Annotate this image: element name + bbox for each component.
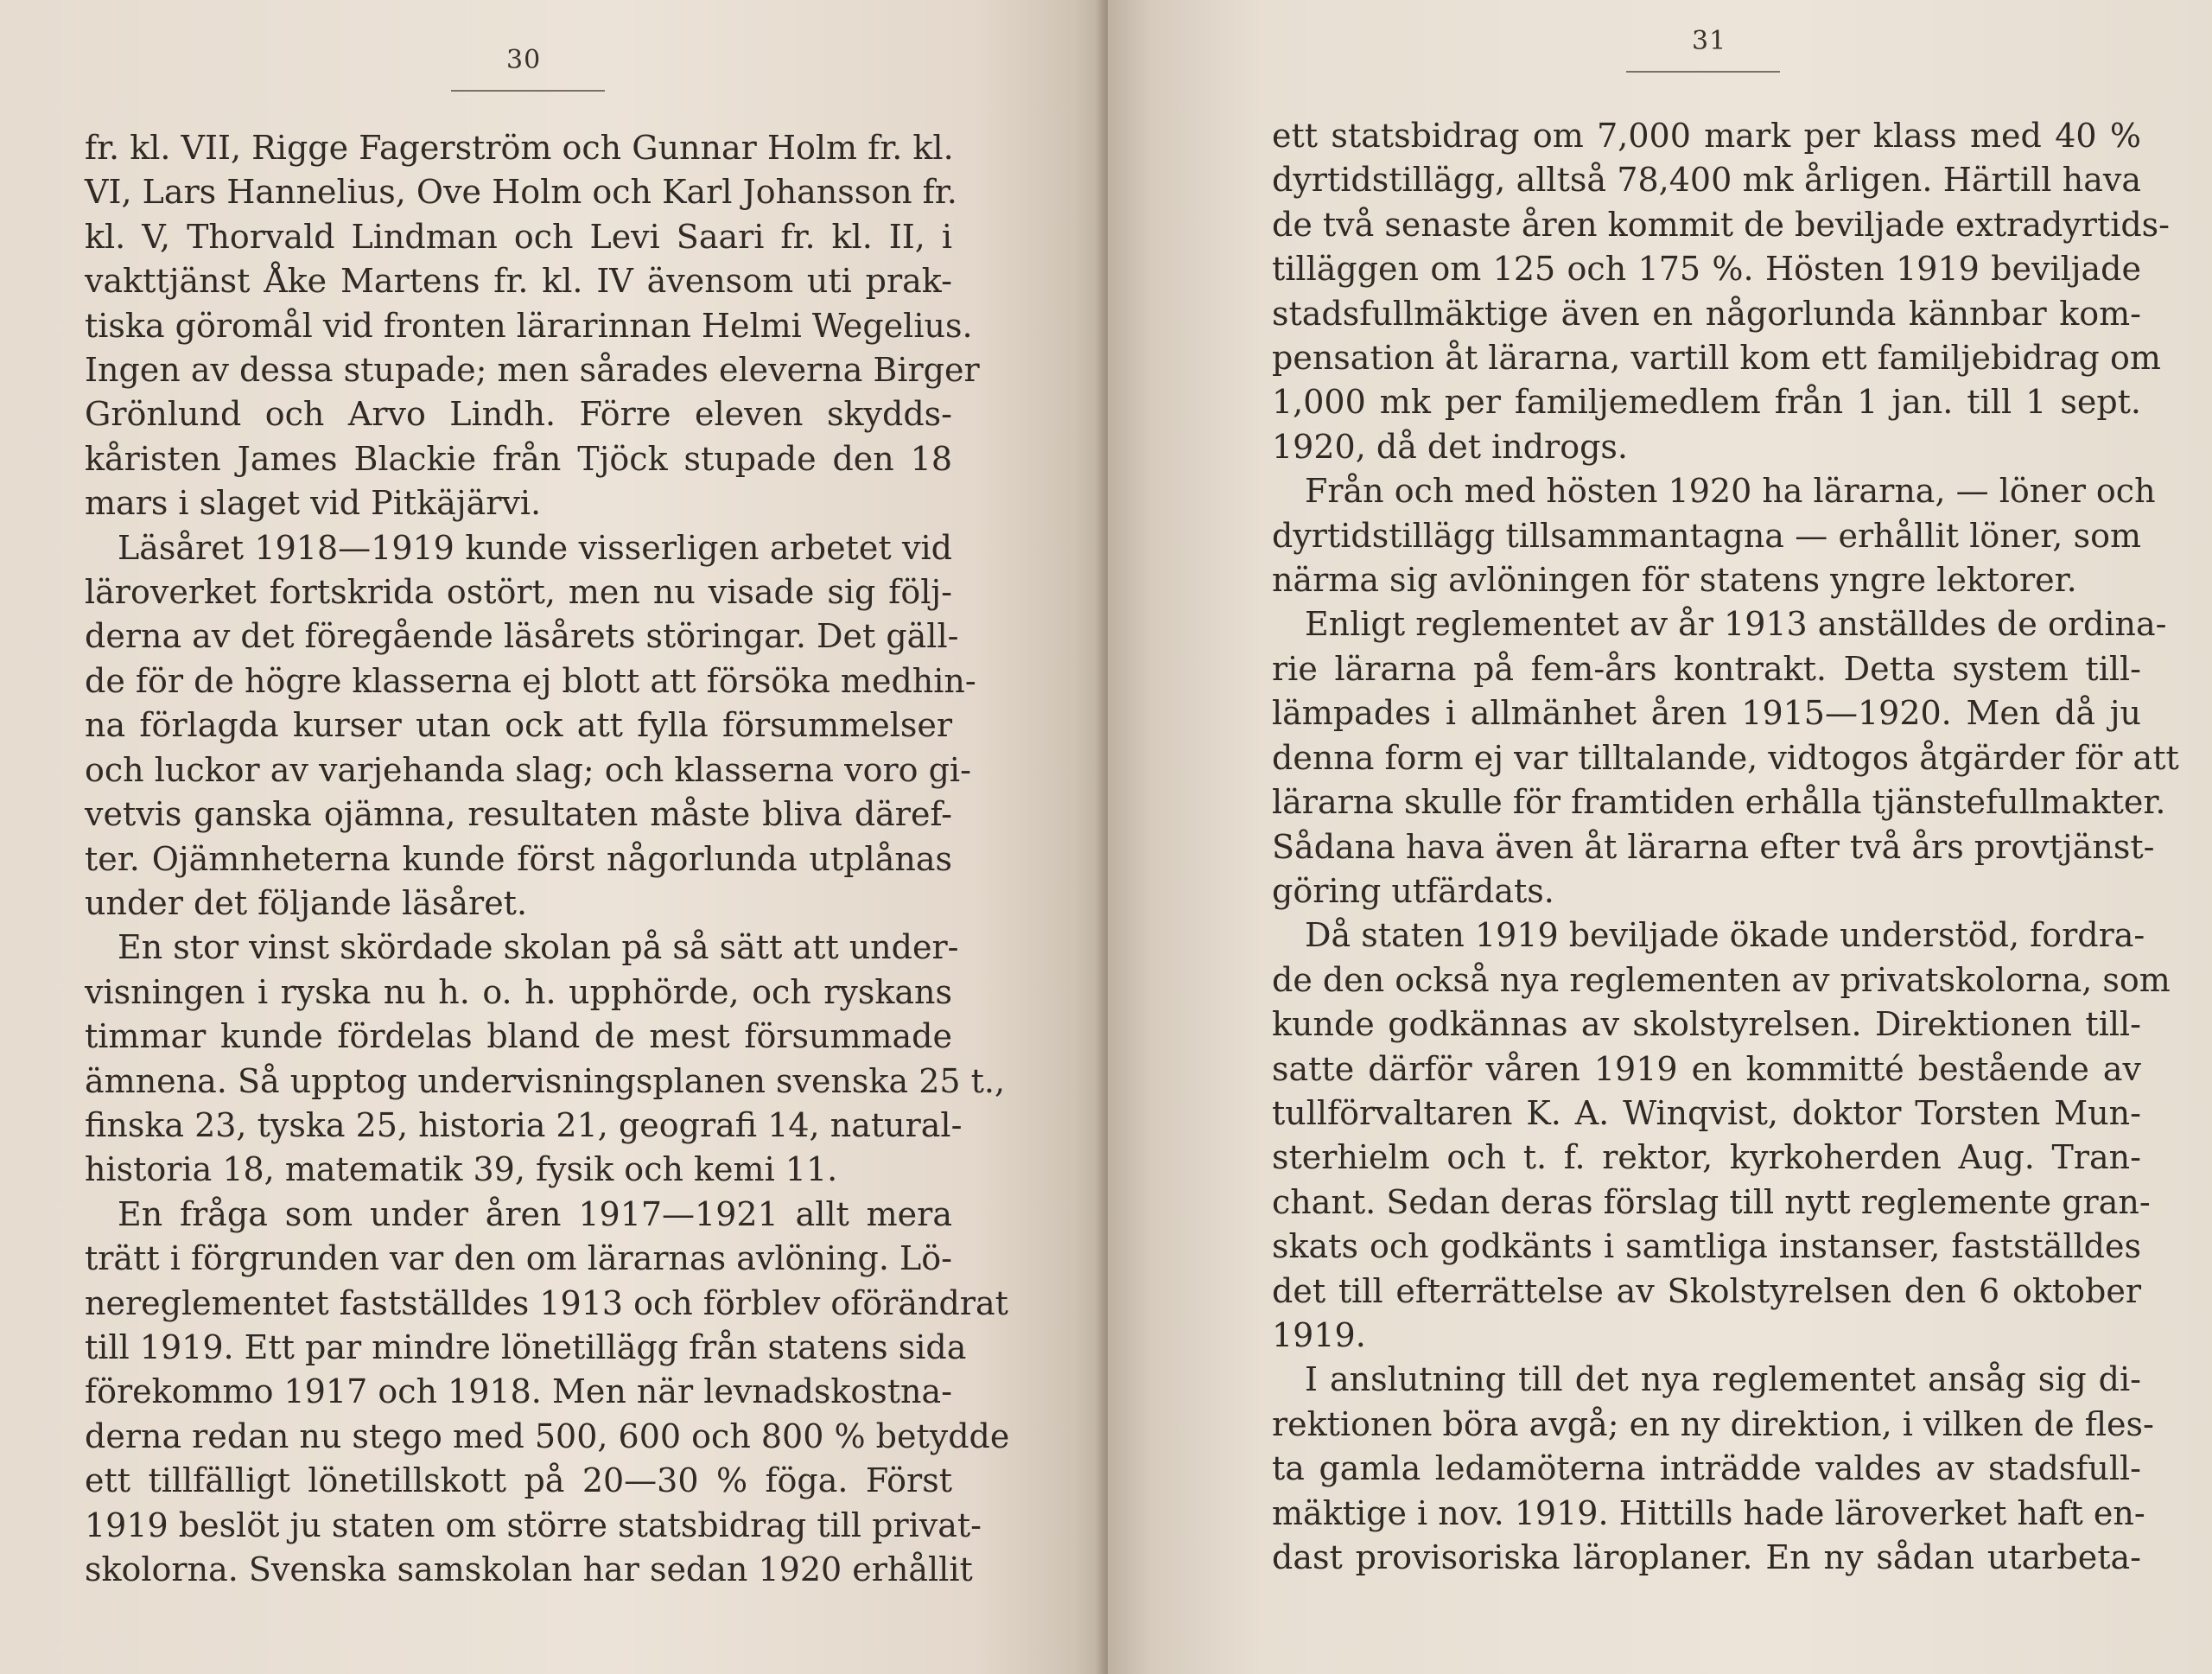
text-line: Då staten 1919 beviljade ökade understöd, fordra- xyxy=(1305,916,2145,955)
text-line: rektionen böra avgå; en ny direktion, i vilken de fles- xyxy=(1272,1404,2154,1443)
text-line: de för de högre klasserna ej blott att försöka medhin- xyxy=(85,661,976,700)
text-line: läroverket fortskrida ostört, men nu visade sig följ- xyxy=(85,573,952,612)
page-number-rule-left xyxy=(451,90,605,92)
text-line: ta gamla ledamöterna inträdde valdes av stadsfull- xyxy=(1272,1449,2141,1488)
text-line: närma sig avlöningen för statens yngre lektorer. xyxy=(1272,561,2077,600)
text-line: och luckor av varjehanda slag; och klasserna voro gi- xyxy=(85,750,971,789)
text-line: Från och med hösten 1920 ha lärarna, — löner och xyxy=(1305,472,2156,511)
text-line: stadsfullmäktige även en någorlunda kännbar kom- xyxy=(1272,294,2141,333)
text-line: 1920, då det indrogs. xyxy=(1272,427,1628,466)
text-line: under det följande läsåret. xyxy=(85,883,528,922)
text-line: skats och godkänts i samtliga instanser, fastställdes xyxy=(1272,1227,2141,1266)
text-line: nereglementet fastställdes 1913 och förblev oförändrat xyxy=(85,1283,1008,1322)
text-line: vakttjänst Åke Martens fr. kl. IV ävensom uti prak- xyxy=(85,262,952,301)
text-line: det till efterrättelse av Skolstyrelsen den 6 oktober xyxy=(1272,1271,2141,1310)
text-line: tiska göromål vid fronten lärarinnan Helmi Wegelius. xyxy=(85,306,973,345)
text-line: ett tillfälligt lönetillskott på 20—30 % föga. Först xyxy=(85,1461,952,1500)
text-line: de två senaste åren kommit de beviljade extradyrtids- xyxy=(1272,205,2171,244)
text-line: 1,000 mk per familjemedlem från 1 jan. till 1 sept. xyxy=(1272,383,2141,422)
text-line: tullförvaltaren K. A. Winqvist, doktor Torsten Mun- xyxy=(1272,1093,2141,1132)
text-line: visningen i ryska nu h. o. h. upphörde, och ryskans xyxy=(85,972,952,1011)
text-line: Läsåret 1918—1919 kunde visserligen arbetet vid xyxy=(118,528,952,567)
text-line: förekommo 1917 och 1918. Men när levnadskostna- xyxy=(85,1372,952,1411)
text-line: ter. Ojämnheterna kunde först någorlunda utplånas xyxy=(85,839,952,878)
left-page-text xyxy=(85,126,1010,1592)
text-line: denna form ej var tilltalande, vidtogos åtgärder för att xyxy=(1272,738,2179,777)
text-line: kunde godkännas av skolstyrelsen. Direktionen till- xyxy=(1272,1005,2141,1044)
text-line: 1919 beslöt ju staten om större statsbidrag till privat- xyxy=(85,1505,982,1544)
text-line: vetvis ganska ojämna, resultaten måste bliva däref- xyxy=(85,795,952,834)
text-line: kl. V, Thorvald Lindman och Levi Saari fr. kl. II, i xyxy=(85,217,952,256)
text-line: timmar kunde fördelas bland de mest försummade xyxy=(85,1017,952,1056)
text-line: Sådana hava även åt lärarna efter två års provtjänst- xyxy=(1272,827,2155,866)
text-line: trätt i förgrunden var den om lärarnas avlöning. Lö- xyxy=(85,1239,952,1278)
text-line: mars i slaget vid Pitkäjärvi. xyxy=(85,484,542,523)
text-line: I anslutning till det nya reglementet ansåg sig di- xyxy=(1305,1360,2141,1399)
text-line: satte därför våren 1919 en kommitté bestående av xyxy=(1272,1049,2141,1088)
text-line: historia 18, matematik 39, fysik och kemi 11. xyxy=(85,1150,838,1189)
text-line: mäktige i nov. 1919. Hittills hade läroverket haft en- xyxy=(1272,1493,2145,1532)
text-line: fr. kl. VII, Rigge Fagerström och Gunnar Holm fr. kl. xyxy=(85,129,954,167)
text-line: 1919. xyxy=(1272,1315,1366,1354)
page-number-rule-right xyxy=(1626,71,1780,73)
page-number-right: 31 xyxy=(1692,26,1727,56)
text-line: dyrtidstillägg, alltså 78,400 mk årligen. Härtill hava xyxy=(1272,161,2141,200)
page-number-left: 30 xyxy=(506,45,542,75)
text-line: rie lärarna på fem-års kontrakt. Detta system till- xyxy=(1272,649,2141,688)
text-line: na förlagda kurser utan ock att fylla försummelser xyxy=(85,706,952,745)
text-line: lämpades i allmänhet åren 1915—1920. Men då ju xyxy=(1272,694,2141,733)
text-line: pensation åt lärarna, vartill kom ett familjebidrag om xyxy=(1272,339,2161,378)
right-page xyxy=(1108,0,2212,1674)
text-line: Grönlund och Arvo Lindh. Förre eleven skydds- xyxy=(85,395,952,434)
text-line: finska 23, tyska 25, historia 21, geografi 14, natural- xyxy=(85,1105,963,1144)
text-line: ett statsbidrag om 7,000 mark per klass med 40 % xyxy=(1272,117,2141,155)
text-line: tilläggen om 125 och 175 %. Hösten 1919 beviljade xyxy=(1272,250,2141,289)
text-line: skolorna. Svenska samskolan har sedan 1920 erhållit xyxy=(85,1550,973,1588)
text-line: dyrtidstillägg tillsammantagna — erhållit löner, som xyxy=(1272,516,2141,555)
text-line: chant. Sedan deras förslag till nytt reglemente gran- xyxy=(1272,1182,2151,1221)
right-page-text xyxy=(1272,114,2179,1580)
text-line: sterhielm och t. f. rektor, kyrkoherden Aug. Tran- xyxy=(1272,1138,2141,1177)
text-line: göring utfärdats. xyxy=(1272,871,1554,910)
text-line: till 1919. Ett par mindre lönetillägg från statens sida xyxy=(85,1327,967,1366)
text-line: En fråga som under åren 1917—1921 allt mera xyxy=(118,1194,952,1233)
text-line: En stor vinst skördade skolan på så sätt att under- xyxy=(118,928,959,967)
text-line: dast provisoriska läroplaner. En ny sådan utarbeta- xyxy=(1272,1538,2141,1576)
text-line: kåristen James Blackie från Tjöck stupade den 18 xyxy=(85,439,952,478)
text-line: Enligt reglementet av år 1913 anställdes de ordina- xyxy=(1305,605,2167,644)
text-line: Ingen av dessa stupade; men sårades eleverna Birger xyxy=(85,351,980,390)
text-line: VI, Lars Hannelius, Ove Holm och Karl Johansson fr. xyxy=(85,173,957,212)
text-line: de den också nya reglementen av privatskolorna, som xyxy=(1272,960,2171,999)
text-line: derna redan nu stego med 500, 600 och 800 % betydde xyxy=(85,1416,1010,1455)
text-line: lärarna skulle för framtiden erhålla tjänstefullmakter. xyxy=(1272,783,2166,822)
text-line: derna av det föregående läsårets störingar. Det gäll- xyxy=(85,617,959,656)
text-line: ämnena. Så upptog undervisningsplanen svenska 25 t., xyxy=(85,1061,1006,1100)
